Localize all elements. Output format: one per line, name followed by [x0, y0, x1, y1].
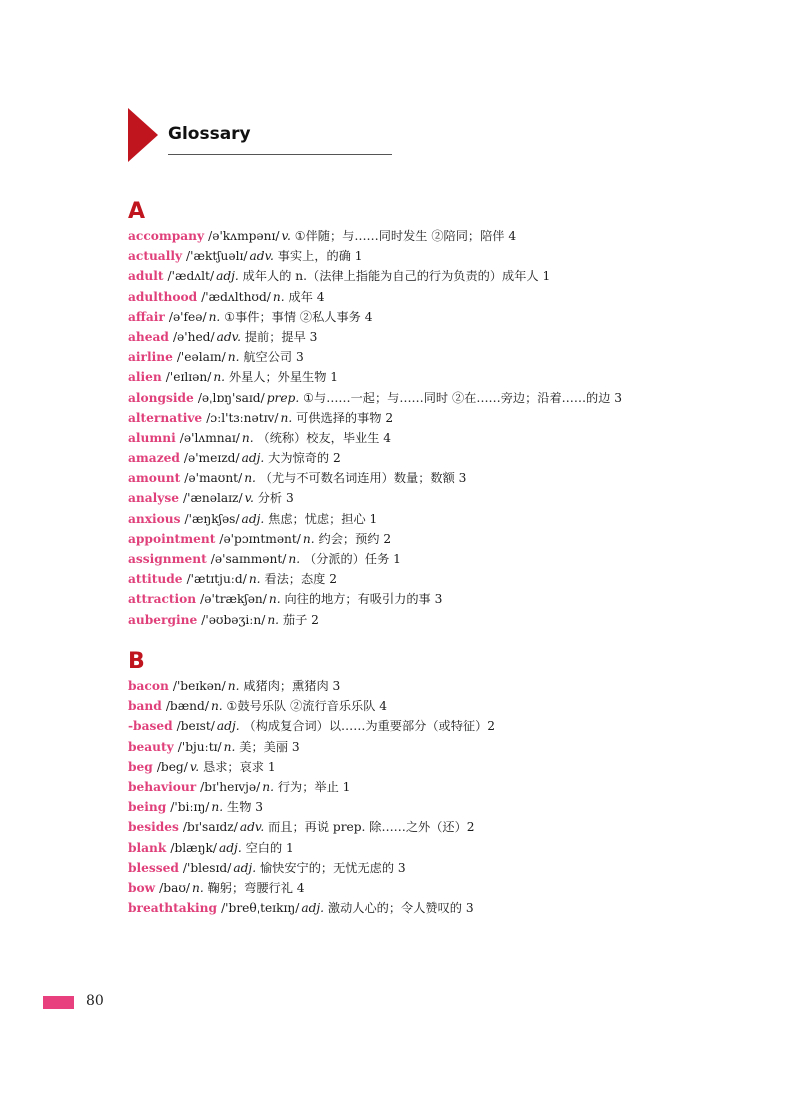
- glossary-entry: [128, 246, 622, 266]
- entry-definition: 而且；再说 prep. 除……之外（还）2: [268, 820, 475, 835]
- entry-definition: ①伴随；与……同时发生 ②陪同；陪伴 4: [294, 229, 517, 243]
- entry-word: breathtaking: [128, 901, 218, 916]
- entry-word: amount: [128, 471, 181, 486]
- entry-definition: 提前；提早 3: [244, 329, 318, 344]
- entry-definition: ①与……一起；与……同时 ②在……旁边；沿着……的边 3: [303, 390, 623, 405]
- entry-word: anxious: [128, 511, 181, 526]
- page-tab-marker: [43, 996, 74, 1009]
- entry-part-of-speech: adj.: [241, 511, 265, 526]
- entry-word: attitude: [128, 572, 183, 587]
- glossary-entry: [128, 817, 495, 837]
- entry-definition: 愉快安宁的；无忧无虑的 3: [259, 860, 406, 875]
- entry-word: alongside: [128, 390, 194, 405]
- glossary-entry: [128, 226, 622, 246]
- glossary-entry: [128, 367, 622, 387]
- entry-definition: （统称）校友，毕业生 4: [257, 430, 392, 445]
- entry-pronunciation: /baʊ/: [159, 880, 190, 895]
- entry-list: [128, 226, 622, 630]
- entry-pronunciation: /'beɪkən/: [172, 679, 226, 693]
- entry-part-of-speech: n.: [211, 800, 224, 815]
- entry-definition: 航空公司 3: [243, 350, 304, 365]
- entry-pronunciation: /ə'lʌmnaɪ/: [179, 430, 240, 445]
- entry-definition: 成年人的 n.（法律上指能为自己的行为负责的）成年人 1: [242, 269, 551, 284]
- entry-word: affair: [128, 309, 165, 324]
- section-letter: A: [128, 199, 146, 224]
- glossary-entry: [128, 777, 495, 797]
- entry-word: alternative: [128, 410, 203, 425]
- glossary-entry: [128, 696, 495, 716]
- glossary-entry: [128, 488, 622, 508]
- entry-word: attraction: [128, 592, 197, 607]
- entry-pronunciation: /beg/: [156, 759, 188, 774]
- glossary-entry: [128, 388, 622, 408]
- glossary-entry: [128, 898, 495, 918]
- entry-part-of-speech: adj.: [218, 840, 242, 855]
- entry-word: blessed: [128, 860, 179, 875]
- entry-pronunciation: /əˌlɒŋ'saɪd/: [197, 390, 265, 405]
- section-b: [128, 648, 495, 918]
- entry-pronunciation: /'bjuːtɪ/: [177, 739, 222, 754]
- entry-part-of-speech: n.: [272, 289, 285, 304]
- entry-part-of-speech: n.: [210, 699, 223, 714]
- entry-definition: 咸猪肉；熏猪肉 3: [243, 679, 341, 693]
- entry-definition: 成年 4: [288, 289, 325, 304]
- glossary-entry: [128, 878, 495, 898]
- entry-pronunciation: /ə'saɪnmənt/: [210, 552, 287, 566]
- entry-word: appointment: [128, 531, 216, 546]
- entry-definition: 美；美丽 3: [239, 739, 300, 754]
- entry-pronunciation: /bɪ'heɪvjə/: [200, 779, 261, 794]
- entry-definition: 可供选择的事物 2: [296, 410, 394, 425]
- glossary-entry: [128, 408, 622, 428]
- entry-part-of-speech: n.: [288, 552, 301, 566]
- entry-part-of-speech: n.: [280, 410, 293, 425]
- entry-pronunciation: /ə'trækʃən/: [200, 592, 267, 607]
- entry-word: amazed: [128, 451, 180, 466]
- entry-word: being: [128, 800, 167, 815]
- glossary-entry: [128, 509, 622, 529]
- glossary-entry: [128, 676, 495, 696]
- entry-pronunciation: /'eəlaɪn/: [176, 350, 226, 365]
- entry-definition: 鞠躬；弯腰行礼 4: [207, 880, 305, 895]
- entry-word: adult: [128, 269, 164, 284]
- entry-part-of-speech: n.: [241, 430, 254, 445]
- entry-pronunciation: /ɔːl'tɜːnətɪv/: [206, 410, 279, 425]
- glossary-entry: [128, 307, 622, 327]
- entry-definition: 看法；态度 2: [264, 572, 337, 587]
- entry-word: bow: [128, 880, 156, 895]
- entry-pronunciation: /blæŋk/: [170, 840, 217, 855]
- entry-pronunciation: /beɪst/: [176, 719, 215, 734]
- entry-definition: 恳求；哀求 1: [203, 759, 276, 774]
- entry-definition: 空白的 1: [245, 840, 294, 855]
- entry-part-of-speech: n.: [227, 679, 240, 693]
- entry-part-of-speech: n.: [244, 471, 256, 486]
- entry-word: behaviour: [128, 779, 197, 794]
- glossary-entry: [128, 757, 495, 777]
- entry-part-of-speech: adj.: [233, 860, 257, 875]
- entry-pronunciation: /'biːɪŋ/: [170, 800, 210, 815]
- entry-part-of-speech: n.: [268, 592, 281, 607]
- title-underline: [168, 154, 392, 155]
- entry-word: alien: [128, 370, 162, 385]
- entry-pronunciation: /'æktʃuəlɪ/: [186, 249, 248, 264]
- entry-pronunciation: /'breθˌteɪkɪŋ/: [221, 901, 300, 916]
- entry-definition: 行为；举止 1: [277, 779, 351, 794]
- glossary-entry: [128, 737, 495, 757]
- entry-part-of-speech: n.: [208, 309, 221, 324]
- section-letter: B: [128, 649, 145, 674]
- entry-pronunciation: /ə'pɔɪntmənt/: [219, 531, 301, 546]
- entry-part-of-speech: adv.: [216, 329, 241, 344]
- entry-pronunciation: /ə'meɪzd/: [183, 451, 240, 466]
- entry-part-of-speech: n.: [302, 531, 315, 546]
- entry-word: band: [128, 699, 162, 714]
- entry-definition: 激动人心的；令人赞叹的 3: [327, 901, 474, 916]
- entry-word: alumni: [128, 430, 176, 445]
- entry-pronunciation: /'ædʌlthʊd/: [201, 289, 271, 304]
- entry-definition: （分派的）任务 1: [303, 552, 401, 566]
- entry-part-of-speech: n.: [223, 739, 236, 754]
- entry-definition: 事实上，的确 1: [277, 249, 363, 264]
- entry-word: accompany: [128, 229, 205, 243]
- glossary-entry: [128, 428, 622, 448]
- entry-pronunciation: /'ænəlaɪz/: [182, 491, 243, 506]
- entry-part-of-speech: v.: [281, 229, 291, 243]
- entry-word: airline: [128, 350, 173, 365]
- entry-part-of-speech: n.: [192, 880, 204, 895]
- entry-word: blank: [128, 840, 167, 855]
- glossary-entry: [128, 716, 495, 736]
- triangle-marker-icon: [128, 108, 158, 162]
- entry-part-of-speech: v.: [244, 491, 254, 506]
- entry-definition: ①事件；事情 ②私人事务 4: [224, 309, 373, 324]
- entry-part-of-speech: adj.: [301, 901, 325, 916]
- entry-definition: 茄子 2: [282, 612, 319, 627]
- entry-definition: 焦虑；忧虑；担心 1: [268, 511, 378, 526]
- entry-pronunciation: /ə'kʌmpənɪ/: [208, 229, 280, 243]
- entry-word: bacon: [128, 679, 169, 693]
- glossary-entry: [128, 327, 622, 347]
- glossary-entry: [128, 347, 622, 367]
- entry-part-of-speech: n.: [262, 779, 274, 794]
- entry-definition: 约会；预约 2: [318, 531, 392, 546]
- entry-word: assignment: [128, 552, 207, 566]
- glossary-header: [128, 108, 393, 164]
- entry-pronunciation: /'ædʌlt/: [167, 269, 215, 284]
- entry-definition: （尤与不可数名词连用）数量；数额 3: [259, 471, 467, 486]
- entry-part-of-speech: n.: [213, 370, 226, 385]
- entry-part-of-speech: adj.: [241, 451, 265, 466]
- entry-pronunciation: /'eɪlɪən/: [165, 370, 212, 385]
- glossary-entry: [128, 569, 622, 589]
- entry-part-of-speech: adj.: [216, 269, 239, 284]
- entry-word: besides: [128, 820, 179, 835]
- entry-pronunciation: /ə'maʊnt/: [184, 471, 243, 486]
- entry-part-of-speech: n.: [248, 572, 261, 587]
- entry-part-of-speech: n.: [227, 350, 240, 365]
- page-number: 80: [86, 993, 104, 1009]
- glossary-entry: [128, 797, 495, 817]
- entry-list: [128, 676, 495, 918]
- entry-word: ahead: [128, 329, 169, 344]
- glossary-entry: [128, 266, 622, 286]
- glossary-entry: [128, 838, 495, 858]
- page-title: Glossary: [168, 124, 251, 144]
- entry-definition: 分析 3: [257, 491, 294, 506]
- entry-part-of-speech: adv.: [239, 820, 265, 835]
- glossary-entry: [128, 610, 622, 630]
- glossary-entry: [128, 858, 495, 878]
- entry-word: -based: [128, 719, 173, 734]
- entry-pronunciation: /ə'feə/: [168, 309, 207, 324]
- entry-part-of-speech: n.: [267, 612, 280, 627]
- entry-pronunciation: /bɪ'saɪdz/: [182, 820, 238, 835]
- entry-word: beg: [128, 759, 153, 774]
- glossary-entry: [128, 287, 622, 307]
- glossary-entry: [128, 448, 622, 468]
- entry-pronunciation: /'əʊbəʒiːn/: [201, 612, 266, 627]
- entry-pronunciation: /'ætɪtjuːd/: [186, 572, 247, 587]
- entry-part-of-speech: adv.: [249, 249, 274, 264]
- glossary-entry: [128, 589, 622, 609]
- glossary-entry: [128, 549, 622, 569]
- entry-pronunciation: /bænd/: [165, 699, 209, 714]
- entry-word: analyse: [128, 491, 179, 506]
- entry-word: aubergine: [128, 612, 198, 627]
- entry-word: beauty: [128, 739, 174, 754]
- glossary-entry: [128, 529, 622, 549]
- entry-part-of-speech: prep.: [266, 390, 300, 405]
- entry-definition: 生物 3: [227, 800, 264, 815]
- entry-definition: 外星人；外星生物 1: [228, 370, 339, 385]
- entry-pronunciation: /ə'hed/: [172, 329, 215, 344]
- entry-pronunciation: /'æŋkʃəs/: [184, 511, 240, 526]
- entry-definition: 大为惊奇的 2: [268, 451, 341, 466]
- entry-definition: ①鼓号乐队 ②流行音乐乐队 4: [226, 699, 388, 714]
- section-a: [128, 198, 622, 630]
- entry-word: adulthood: [128, 289, 198, 304]
- entry-part-of-speech: adj.: [216, 719, 240, 734]
- entry-definition: 向往的地方；有吸引力的事 3: [284, 592, 443, 607]
- glossary-entry: [128, 468, 622, 488]
- entry-definition: （构成复合词）以……为重要部分（或特征）2: [243, 719, 496, 734]
- entry-word: actually: [128, 249, 183, 264]
- entry-pronunciation: /'blesɪd/: [182, 860, 232, 875]
- entry-part-of-speech: v.: [189, 759, 200, 774]
